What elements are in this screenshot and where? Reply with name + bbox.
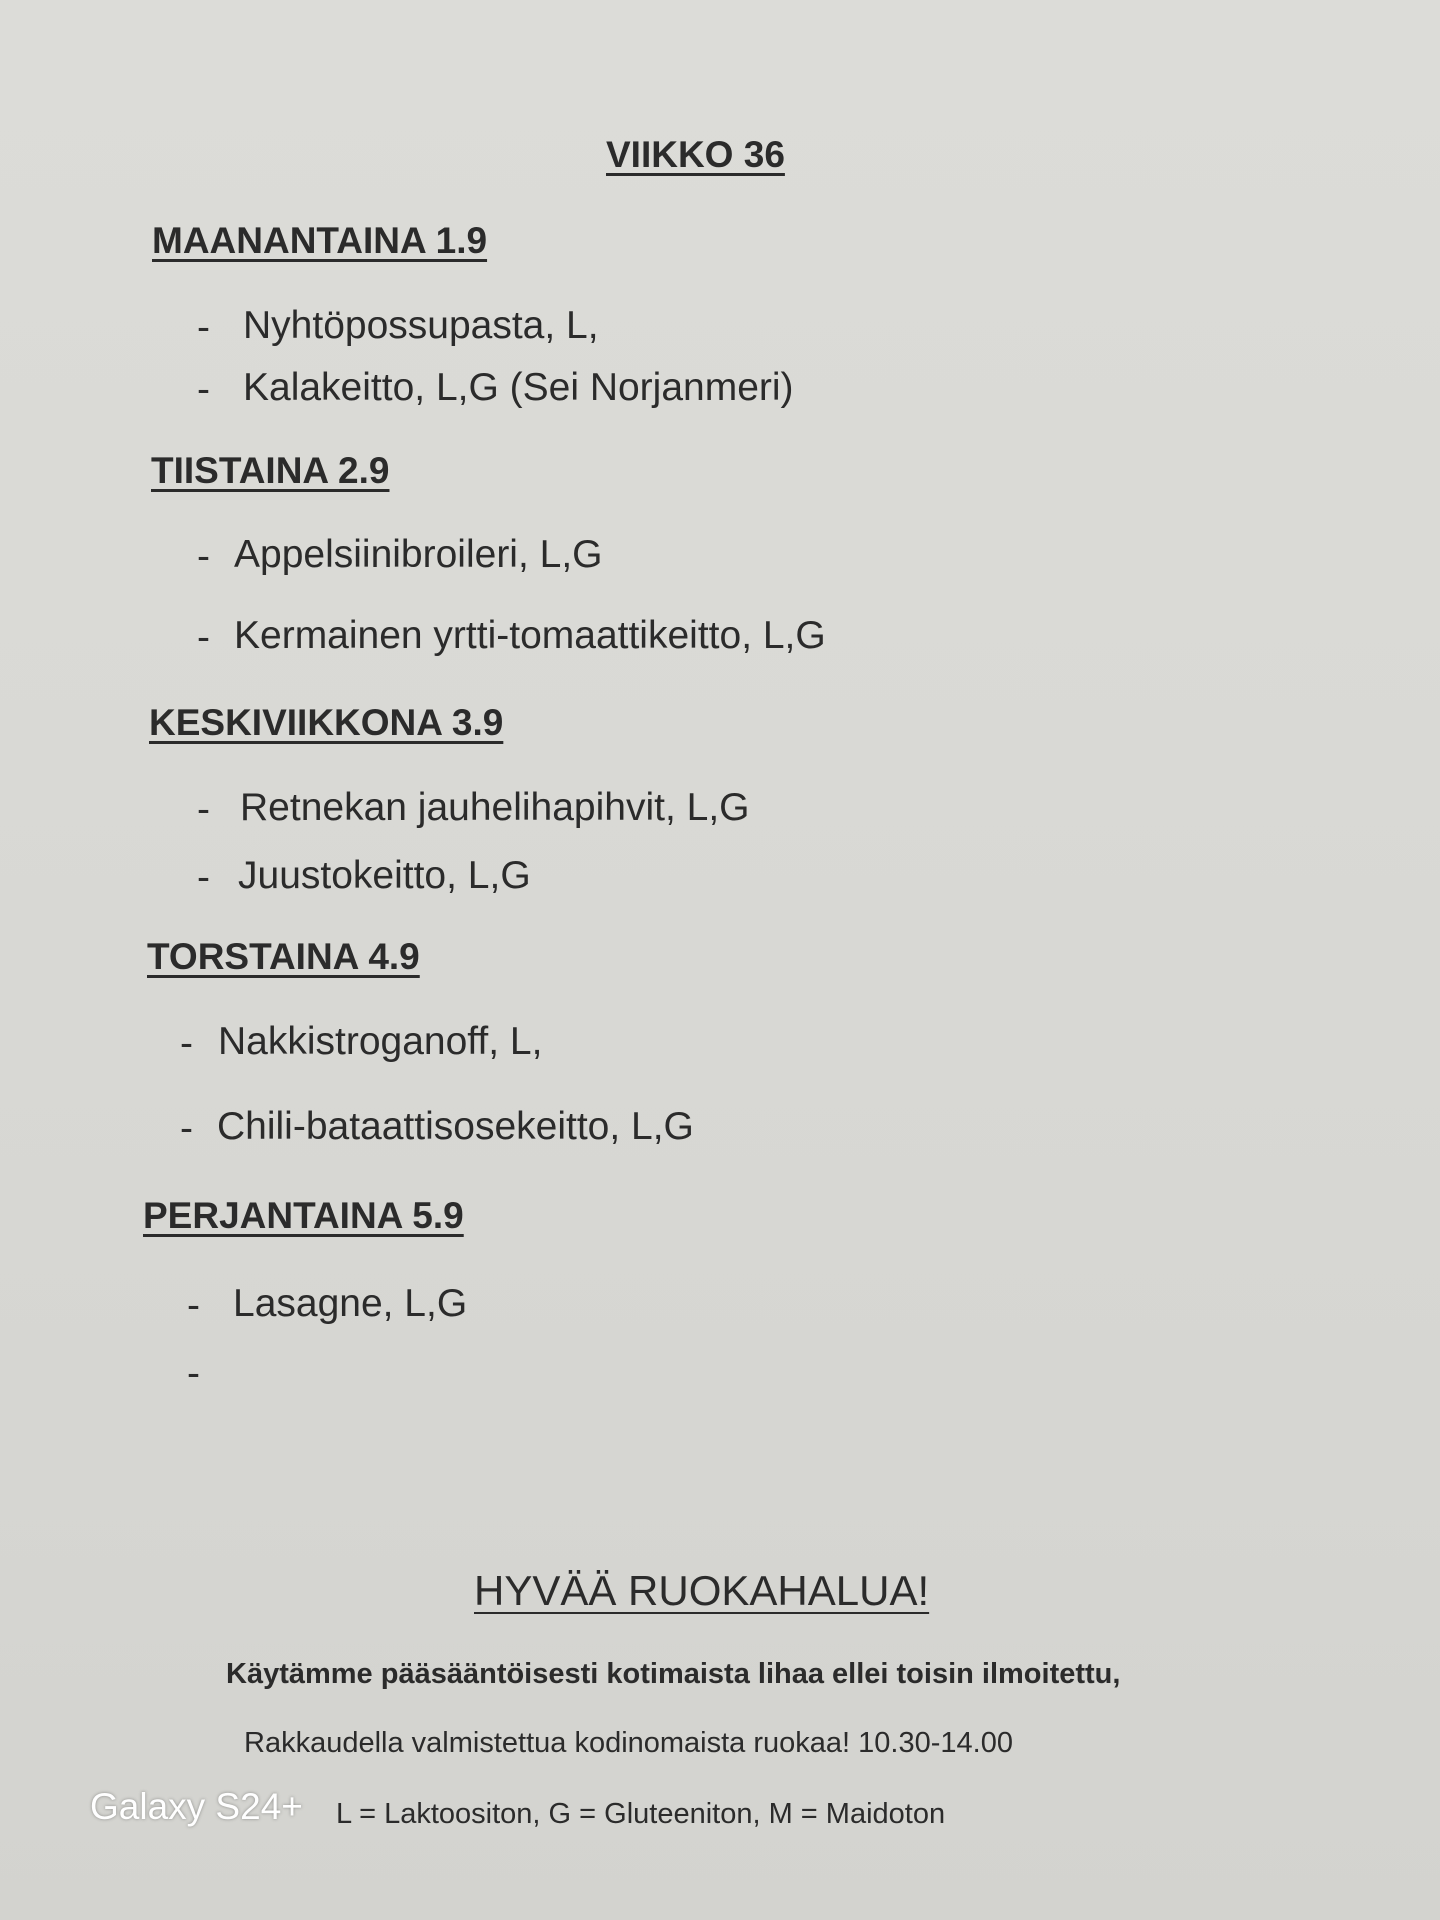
week-title: VIIKKO 36 — [606, 134, 785, 175]
day-heading-tuesday: TIISTAINA 2.9 — [151, 450, 390, 491]
note-homemade-hours: Rakkaudella valmistettua kodinomaista ruokaa! 10.30-14.00 — [244, 1727, 1013, 1759]
dish-tuesday-1: Appelsiinibroileri, L,G — [234, 533, 603, 576]
camera-watermark: Galaxy S24+ — [90, 1786, 303, 1827]
day-heading-wednesday: KESKIVIIKKONA 3.9 — [149, 702, 504, 743]
dash-marker: - — [197, 616, 210, 659]
dish-thursday-2: Chili-bataattisosekeitto, L,G — [217, 1105, 694, 1148]
closing-greeting: HYVÄÄ RUOKAHALUA! — [474, 1567, 930, 1614]
dish-monday-2: Kalakeitto, L,G (Sei Norjanmeri) — [243, 366, 794, 409]
note-diet-legend: L = Laktoositon, G = Gluteeniton, M = Maidoton — [336, 1798, 946, 1830]
dish-friday-1: Lasagne, L,G — [233, 1282, 468, 1325]
dash-marker: - — [197, 306, 210, 349]
dash-marker: - — [180, 1107, 193, 1150]
dash-marker: - — [187, 1284, 200, 1327]
note-domestic-meat: Käytämme pääsääntöisesti kotimaista lihaa ellei toisin ilmoitettu, — [226, 1658, 1121, 1690]
dish-thursday-1: Nakkistroganoff, L, — [218, 1020, 543, 1063]
day-heading-thursday: TORSTAINA 4.9 — [147, 936, 420, 977]
dish-wednesday-2: Juustokeitto, L,G — [238, 854, 531, 897]
dash-marker: - — [197, 788, 210, 831]
dash-marker: - — [187, 1352, 200, 1395]
dish-monday-1: Nyhtöpossupasta, L, — [243, 304, 599, 347]
dash-marker: - — [197, 368, 210, 411]
dash-marker: - — [180, 1022, 193, 1065]
dish-tuesday-2: Kermainen yrtti-tomaattikeitto, L,G — [234, 614, 826, 657]
dash-marker: - — [197, 535, 210, 578]
dash-marker: - — [197, 856, 210, 899]
day-heading-friday: PERJANTAINA 5.9 — [143, 1195, 464, 1236]
day-heading-monday: MAANANTAINA 1.9 — [152, 220, 488, 261]
dish-wednesday-1: Retnekan jauhelihapihvit, L,G — [240, 786, 750, 829]
